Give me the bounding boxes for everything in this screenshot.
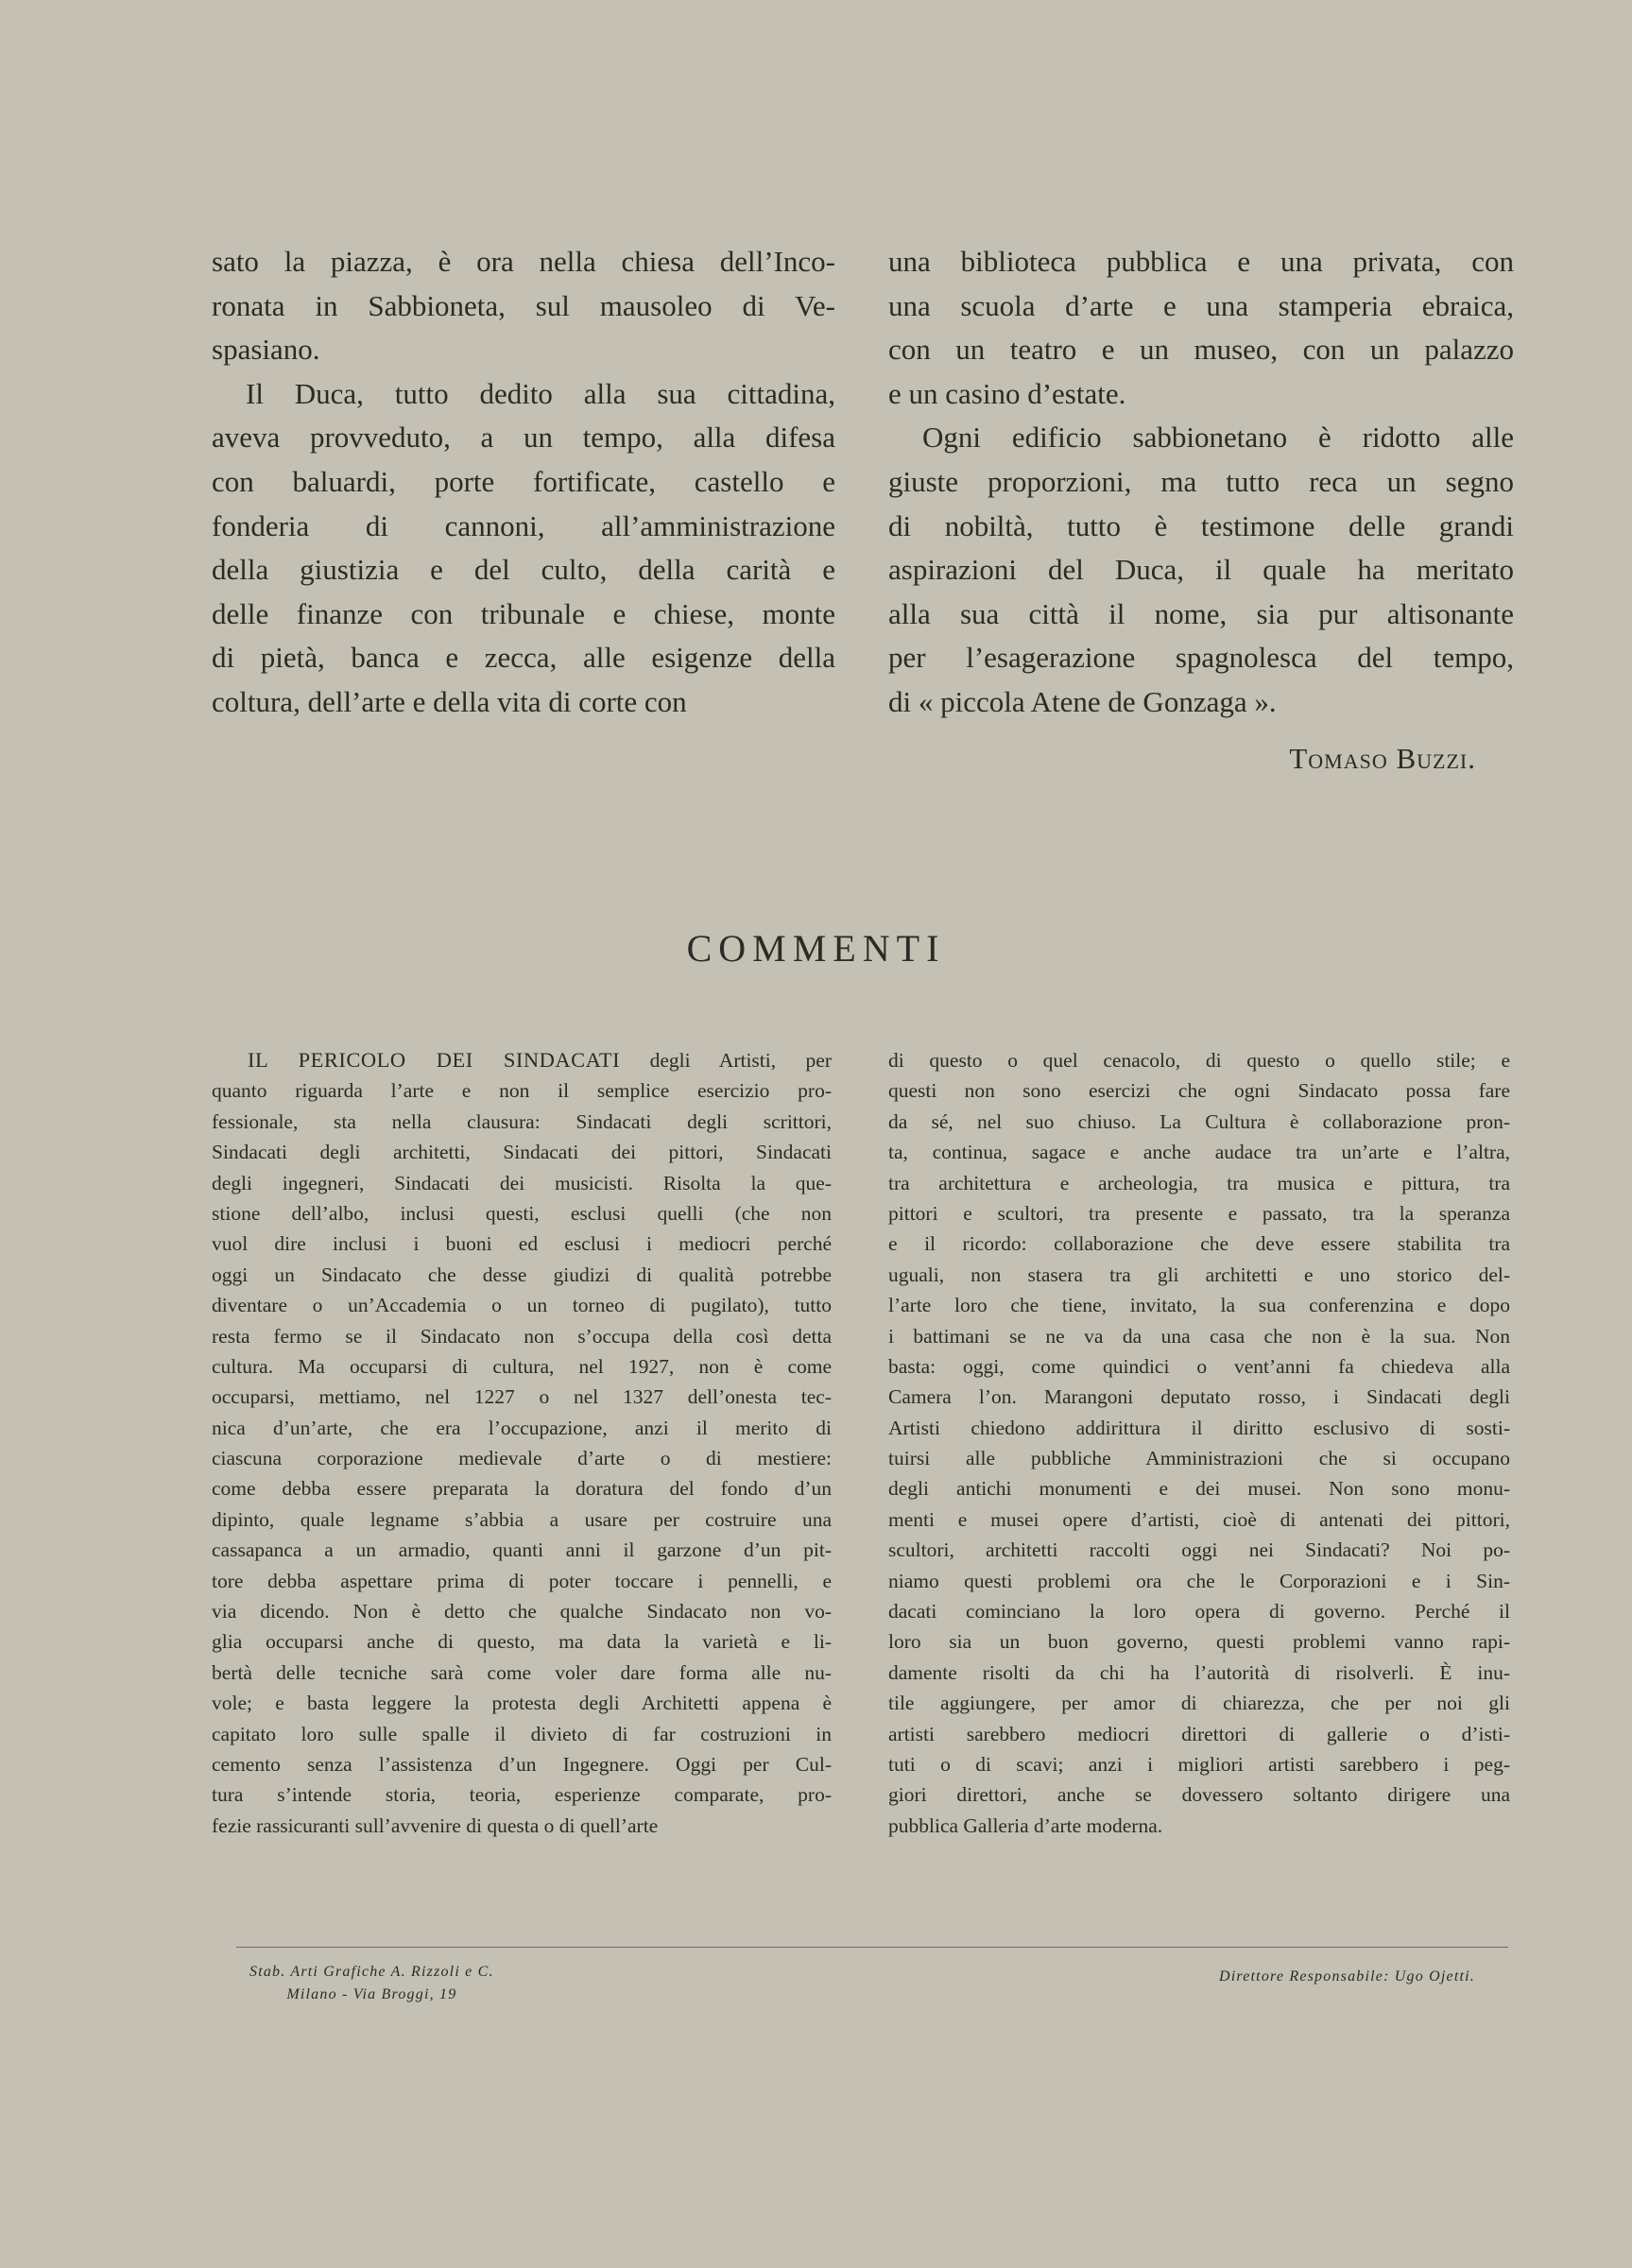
text-line: cassapanca a un armadio, quanti anni il garzone d’un pit- — [212, 1538, 832, 1562]
text-line: sato la piazza, è ora nella chiesa dell’Inco- — [212, 245, 835, 278]
lead-caps: IL PERICOLO DEI SINDACATI — [248, 1048, 621, 1072]
text-line: di pietà, banca e zecca, alle esigenze della — [212, 641, 835, 675]
text-line: niamo questi problemi ora che le Corporazioni e i Sin- — [888, 1569, 1510, 1592]
text-line: occuparsi, mettiamo, nel 1227 o nel 1327 dell’onesta tec- — [212, 1385, 832, 1409]
text-line: giuste proporzioni, ma tutto reca un segno — [888, 464, 1514, 498]
text-line: basta: oggi, come quindici o vent’anni fa chiedeva alla — [888, 1354, 1510, 1378]
director-credit: Direttore Responsabile: Ugo Ojetti. — [1219, 1968, 1475, 1984]
text-line: ta, continua, sagace e anche audace tra un’arte e l’altra, — [888, 1141, 1510, 1164]
text-line: uguali, non stasera tra gli architetti e uno storico del- — [888, 1263, 1510, 1286]
article-column-right — [888, 240, 1514, 725]
text-line: con baluardi, porte fortificate, castello e — [212, 464, 835, 498]
text-line: fezie rassicuranti sull’avvenire di questa o di quell’arte — [212, 1813, 659, 1837]
text-line: vuol dire inclusi i buoni ed esclusi i mediocri perché — [212, 1232, 832, 1256]
text-line: tra architettura e archeologia, tra musica e pittura, tra — [888, 1171, 1510, 1194]
text-line: Sindacati degli architetti, Sindacati dei pittori, Sindacati — [212, 1141, 832, 1164]
text-line: tura s’intende storia, teoria, esperienze comparate, pro- — [212, 1783, 832, 1807]
text-line: spasiano. — [212, 333, 320, 367]
text-line: l’arte loro che tiene, invitato, la sua conferenzina e dopo — [888, 1294, 1510, 1317]
text-line: una biblioteca pubblica e una privata, con — [888, 245, 1514, 278]
text-line: ciascuna corporazione medievale d’arte o di mestiere: — [212, 1447, 832, 1470]
text-line: per l’esagerazione spagnolesca del tempo, — [888, 641, 1514, 675]
text-line: delle finanze con tribunale e chiese, monte — [212, 596, 835, 630]
text-line: aveva provveduto, a un tempo, alla difesa — [212, 421, 835, 455]
text-line: tile aggiungere, per amor di chiarezza, che per noi gli — [888, 1692, 1510, 1715]
commenti-column-right — [888, 1045, 1510, 1841]
footer-rule — [236, 1947, 1508, 1948]
text-line: quanto riguarda l’arte e non il semplice esercizio pro- — [212, 1079, 832, 1103]
text-line: da sé, nel suo chiuso. La Cultura è collaborazione pron- — [888, 1109, 1510, 1133]
text-line: Camera l’on. Marangoni deputato rosso, i Sindacati degli — [888, 1385, 1510, 1409]
imprint-line: Stab. Arti Grafiche A. Rizzoli e C. — [249, 1964, 494, 1980]
text-line: glia occuparsi anche di questo, ma data la varietà e li- — [212, 1630, 832, 1654]
text-line: degli ingegneri, Sindacati dei musicisti. Risolta la que- — [212, 1171, 832, 1194]
text-line: alla sua città il nome, sia pur altisonante — [888, 596, 1514, 630]
text-line: pubblica Galleria d’arte moderna. — [888, 1813, 1163, 1837]
text-line: menti e musei opere d’artisti, cioè di antenati dei pittori, — [888, 1507, 1510, 1531]
text-line: vole; e basta leggere la protesta degli Architetti appena è — [212, 1692, 832, 1715]
text-line: capitato loro sulle spalle il divieto di far costruzioni in — [212, 1722, 832, 1745]
text-line: i battimani se ne va da una casa che non è la sua. Non — [888, 1324, 1510, 1348]
text-line: nica d’un’arte, che era l’occupazione, anzi il merito di — [212, 1416, 832, 1439]
text-line: degli antichi monumenti e dei musei. Non sono monu- — [888, 1477, 1510, 1501]
article-column-left — [212, 240, 835, 725]
text-line: bertà delle tecniche sarà come voler dare forma alle nu- — [212, 1660, 832, 1684]
text-line: con un teatro e un museo, con un palazzo — [888, 333, 1514, 367]
imprint-line: Milano - Via Broggi, 19 — [286, 1986, 457, 2002]
text-line: cultura. Ma occuparsi di cultura, nel 1927, non è come — [212, 1354, 832, 1378]
text-line: una scuola d’arte e una stamperia ebraica, — [888, 288, 1514, 322]
text-line: loro sia un buon governo, questi problemi vanno rapi- — [888, 1630, 1510, 1654]
text-line: di questo o quel cenacolo, di questo o quello stile; e — [888, 1049, 1510, 1072]
text-line: della giustizia e del culto, della carità e — [212, 553, 835, 587]
printer-imprint — [249, 1961, 494, 2006]
text-line: Ogni edificio sabbionetano è ridotto alle — [922, 421, 1514, 455]
text-line: cemento senza l’assistenza d’un Ingegnere. Oggi per Cul- — [212, 1752, 832, 1776]
text-line: fonderia di cannoni, all’amministrazione — [212, 508, 835, 542]
first-line-rest: degli Artisti, per — [620, 1049, 832, 1072]
text-line: Artisti chiedono addirittura il diritto esclusivo di sosti- — [888, 1416, 1510, 1439]
text-line: di nobiltà, tutto è testimone delle grandi — [888, 508, 1514, 542]
text-line: pittori e scultori, tra presente e passato, tra la speranza — [888, 1201, 1510, 1225]
text-line: di « piccola Atene de Gonzaga ». — [888, 684, 1277, 718]
text-line: diventare o un’Accademia o un torneo di pugilato), tutto — [212, 1294, 832, 1317]
section-heading: COMMENTI — [686, 927, 946, 970]
text-line: e un casino d’estate. — [888, 376, 1126, 410]
text-line: tuti o di scavi; anzi i migliori artisti sarebbero i peg- — [888, 1752, 1510, 1776]
author-signature: Tomaso Buzzi. — [1289, 742, 1476, 775]
text-line: stione dell’albo, inclusi questi, esclusi quelli (che non — [212, 1201, 832, 1225]
text-line: coltura, dell’arte e della vita di corte con — [212, 684, 687, 718]
commenti-column-left — [212, 1045, 832, 1841]
text-line: fessionale, sta nella clausura: Sindacati degli scrittori, — [212, 1109, 832, 1133]
text-line: giori direttori, anche se dovessero soltanto dirigere una — [888, 1783, 1510, 1807]
text-line: ronata in Sabbioneta, sul mausoleo di Ve- — [212, 288, 835, 322]
text-line: e il ricordo: collaborazione che deve essere stabilita tra — [888, 1232, 1510, 1256]
text-line: come debba essere preparata la doratura del fondo d’un — [212, 1477, 832, 1501]
text-line: tore debba aspettare prima di poter toccare i pennelli, e — [212, 1569, 832, 1592]
text-line: tuirsi alle pubbliche Amministrazioni che si occupano — [888, 1447, 1510, 1470]
text-line: questi non sono esercizi che ogni Sindacato possa fare — [888, 1079, 1510, 1103]
text-line: scultori, architetti raccolti oggi nei Sindacati? Noi po- — [888, 1538, 1510, 1562]
text-line: dipinto, quale legname s’abbia a usare per costruire una — [212, 1507, 832, 1531]
commenti-first-line — [212, 1045, 832, 1075]
text-line: Il Duca, tutto dedito alla sua cittadina, — [246, 376, 835, 410]
text-line: via dicendo. Non è detto che qualche Sindacato non vo- — [212, 1600, 832, 1624]
text-line: damente risolti da chi ha l’autorità di risolverli. È inu- — [888, 1660, 1510, 1684]
text-line: artisti sarebbero mediocri direttori di gallerie o d’isti- — [888, 1722, 1510, 1745]
text-line: oggi un Sindacato che desse giudizi di qualità potrebbe — [212, 1263, 832, 1286]
text-line: dacati cominciano la loro opera di governo. Perché il — [888, 1600, 1510, 1624]
text-line: resta fermo se il Sindacato non s’occupa della così detta — [212, 1324, 832, 1348]
text-line: aspirazioni del Duca, il quale ha meritato — [888, 553, 1514, 587]
